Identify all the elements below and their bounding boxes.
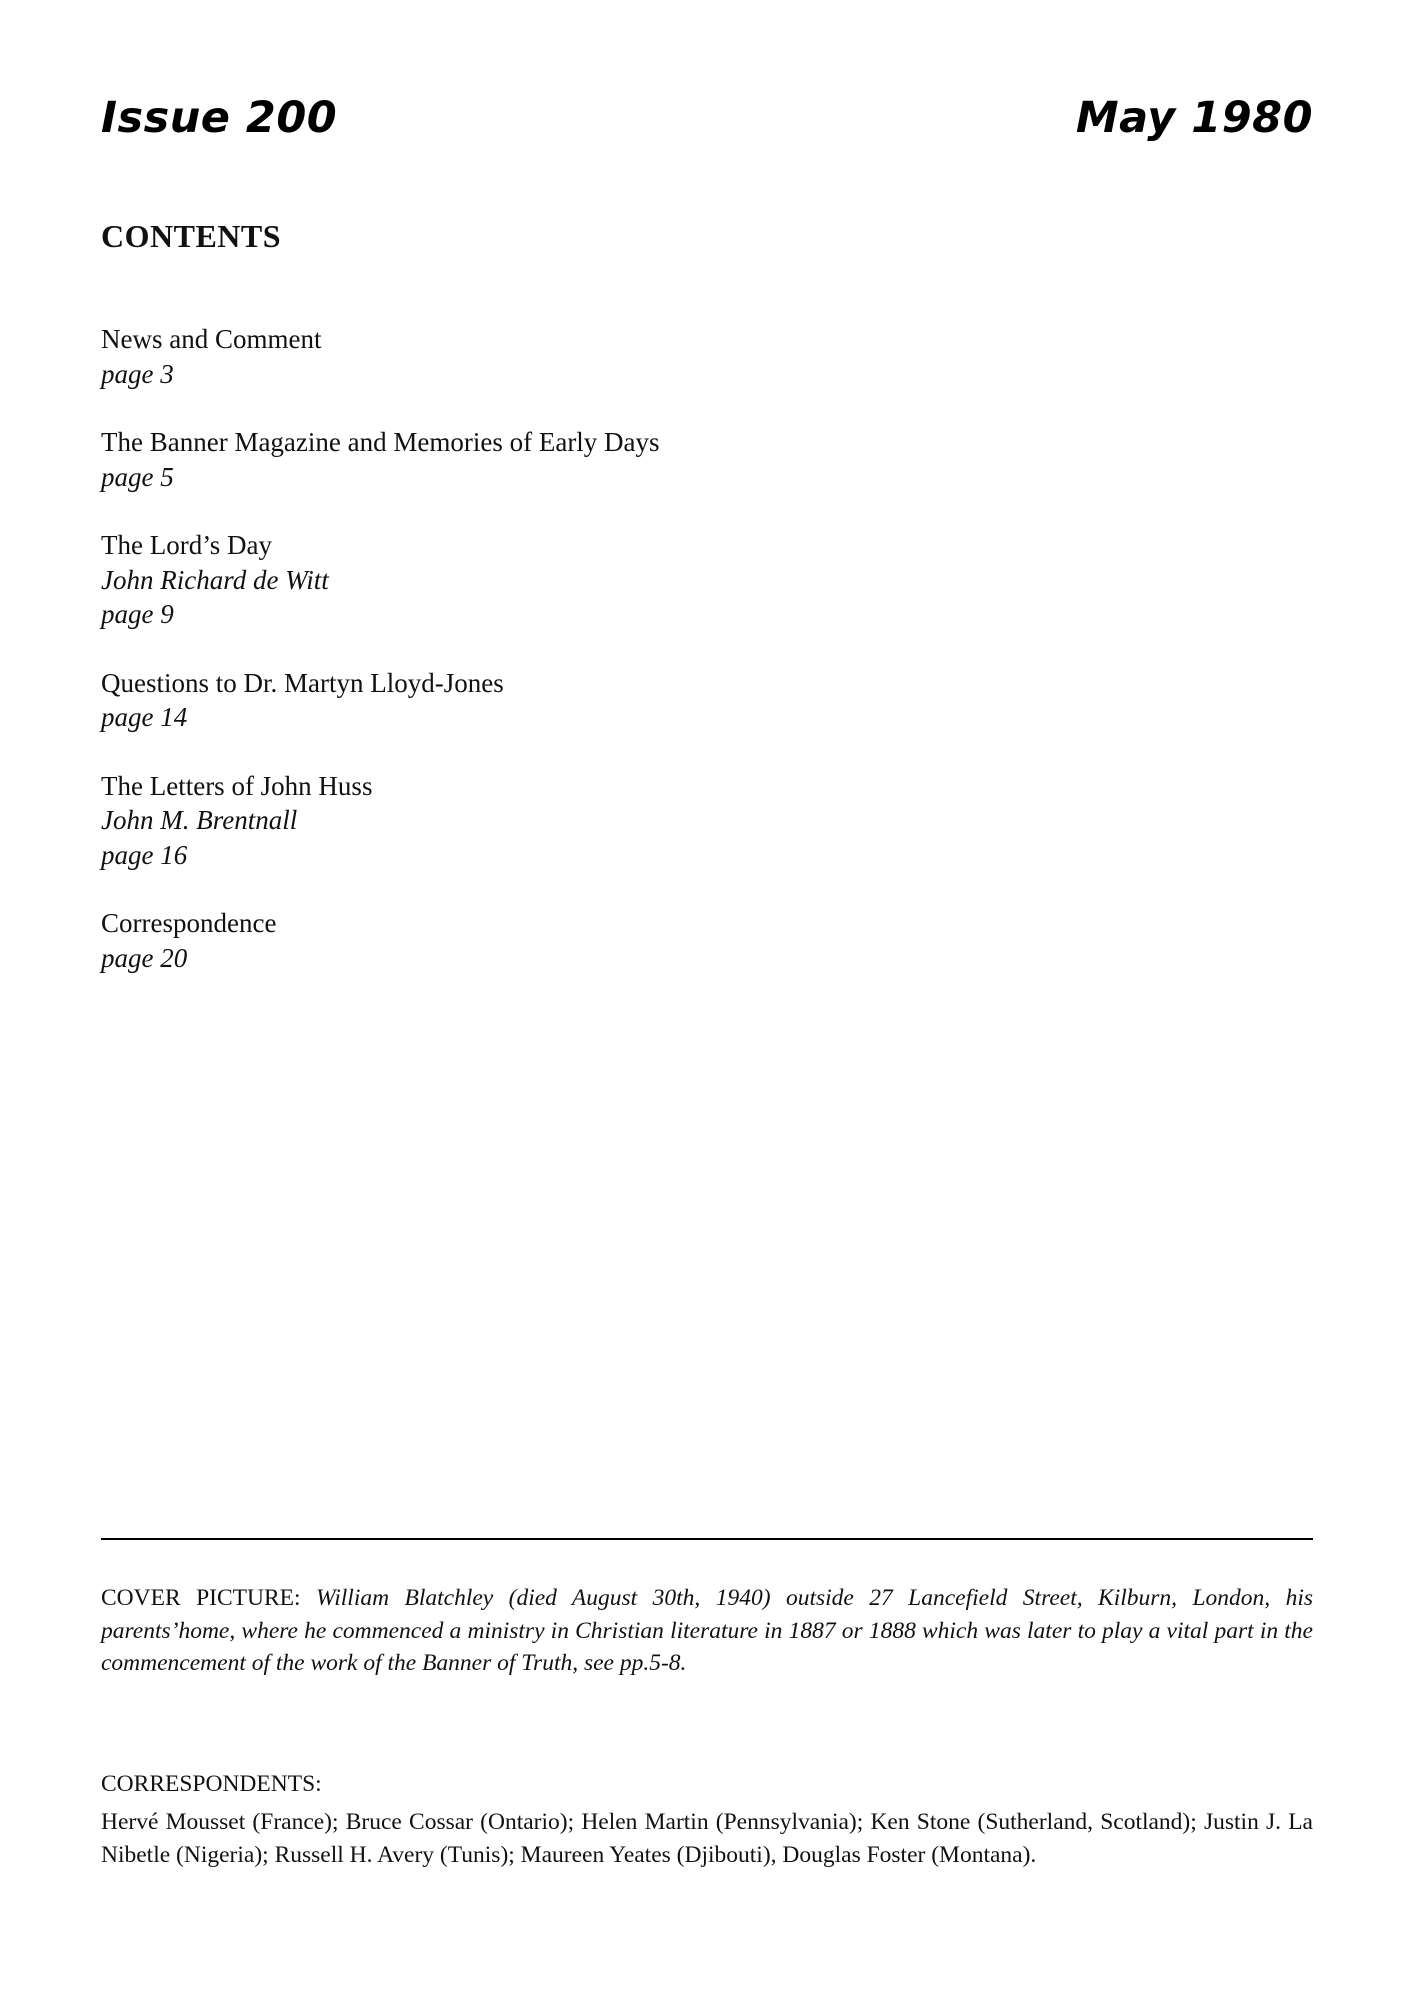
- toc-entry-page: page 5: [101, 461, 174, 492]
- toc-entry-title: The Letters of John Huss: [101, 770, 373, 801]
- cover-picture-label: COVER PICTURE:: [101, 1585, 301, 1611]
- toc-entry-banner-magazine[interactable]: [101, 425, 1001, 494]
- toc-entry-title: Correspondence: [101, 908, 277, 938]
- toc-entry-questions[interactable]: [101, 666, 1001, 735]
- contents-heading: CONTENTS: [101, 218, 282, 254]
- correspondents-heading: CORRESPONDENTS:: [101, 1771, 322, 1797]
- cover-picture-description: William Blatchley (died August 30th, 1940) outside 27 Lancefield Street, Kilburn, London, his parents’home, where he commenced a ministry in Christian literature in 1887 or 1888 which was later to play a vital part in the commencement of the work of the Banner of Truth, see pp.5-8.: [101, 1585, 1313, 1676]
- toc-entry-page: page 16: [101, 839, 188, 870]
- toc-entry-page: page 14: [101, 702, 188, 732]
- toc-entry-letters-of-john-huss[interactable]: [101, 769, 1001, 873]
- table-of-contents: [101, 322, 1001, 1009]
- issue-number: Issue 200: [101, 93, 338, 143]
- toc-entry-title: Questions to Dr. Martyn Lloyd-Jones: [101, 667, 504, 698]
- toc-entry-title: The Lord’s Day: [101, 530, 272, 560]
- toc-entry-title: The Banner Magazine and Memories of Early Days: [101, 427, 660, 457]
- toc-entry-page: page 3: [101, 358, 174, 389]
- toc-entry-correspondence[interactable]: [101, 906, 1001, 975]
- toc-entry-title: News and Comment: [101, 324, 322, 354]
- toc-entry-news-and-comment[interactable]: [101, 322, 1001, 391]
- cover-picture-caption: [101, 1582, 1313, 1680]
- toc-entry-lords-day[interactable]: [101, 528, 1001, 632]
- toc-entry-page: page 9: [101, 599, 174, 629]
- toc-entry-author: John Richard de Witt: [101, 564, 329, 595]
- horizontal-divider: [101, 1538, 1313, 1540]
- toc-entry-page: page 20: [101, 942, 188, 973]
- page-header: [101, 88, 1313, 148]
- issue-date: May 1980: [1075, 93, 1313, 143]
- correspondents-list: Hervé Mousset (France); Bruce Cossar (Ontario); Helen Martin (Pennsylvania); Ken Stone (Sutherland, Scotland); Justin J. La Nibetle (Nigeria); Russell H. Avery (Tunis); Maureen Yeates (Djibouti), Douglas Foster (Montana).: [101, 1809, 1313, 1868]
- toc-entry-author: John M. Brentnall: [101, 805, 298, 835]
